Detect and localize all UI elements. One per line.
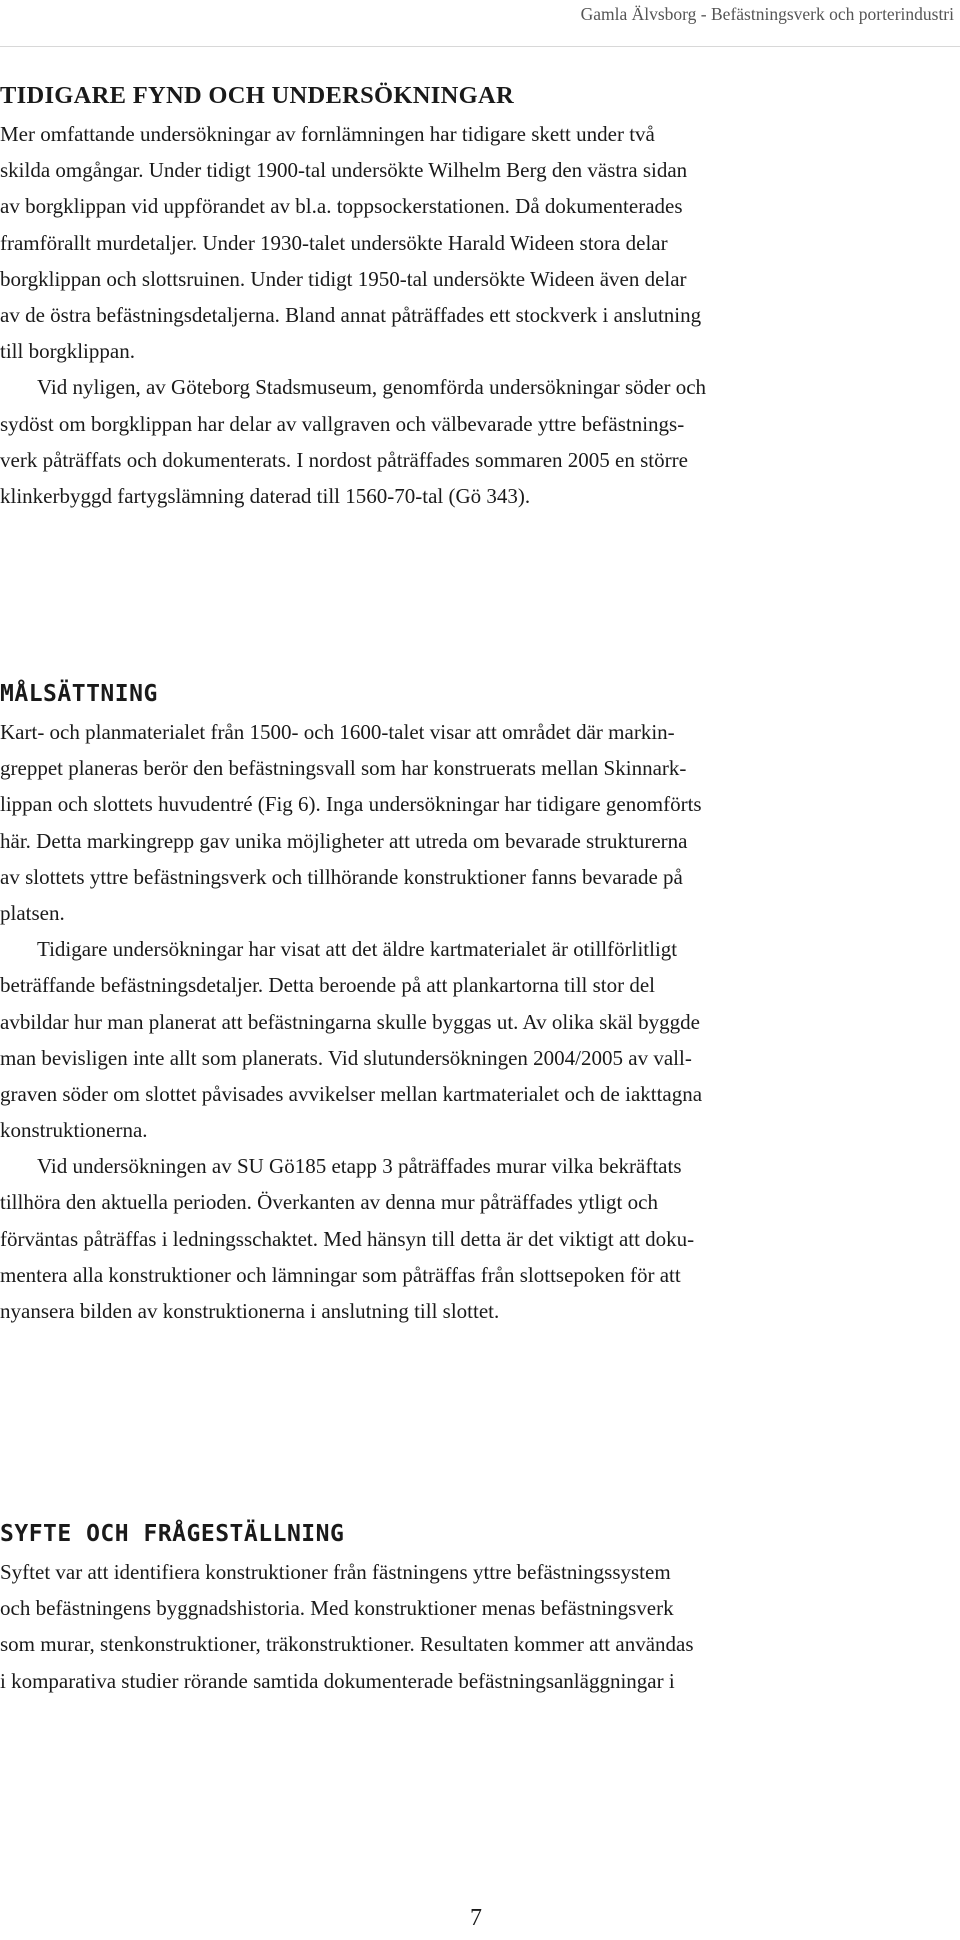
text-line: nyansera bilden av konstruktionerna i anslutning till slottet. [0, 1299, 500, 1323]
text-line: Tidigare undersökningar har visat att det äldre kartmaterialet är otillförlitligt [37, 937, 678, 962]
paragraph [0, 1148, 955, 1329]
section-heading: MÅLSÄTTNING [0, 681, 158, 707]
paragraph [0, 714, 955, 931]
text-line: förväntas påträffas i ledningsschaktet. Med hänsyn till detta är det viktigt att doku- [0, 1226, 695, 1251]
text-line: borgklippan och slottsruinen. Under tidigt 1950-tal undersökte Wideen även delar [0, 266, 687, 291]
paragraph [0, 369, 955, 514]
text-line: lippan och slottets huvudentré (Fig 6). Inga undersökningar har tidigare genomförts [0, 792, 702, 817]
section-heading: SYFTE OCH FRÅGESTÄLLNING [0, 1521, 345, 1547]
text-line: mentera alla konstruktioner och lämningar som påträffas från slottsepoken för att [0, 1262, 681, 1287]
text-line: av de östra befästningsdetaljerna. Bland annat påträffades ett stockverk i anslutning [0, 302, 702, 327]
text-line: till borgklippan. [0, 339, 135, 364]
running-header: Gamla Älvsborg - Befästningsverk och porterindustri [580, 4, 954, 24]
text-line: Vid undersökningen av SU Gö185 etapp 3 påträffades murar vilka bekräftats [37, 1154, 682, 1179]
header-divider [0, 46, 960, 47]
text-line: Vid nyligen, av Göteborg Stadsmuseum, genomförda undersökningar söder och [37, 375, 707, 400]
text-line: Kart- och planmaterialet från 1500- och 1600-talet visar att området där markin- [0, 720, 675, 744]
text-line: i komparativa studier rörande samtida dokumenterade befästningsanläggningar i [0, 1668, 675, 1693]
text-line: verk påträffats och dokumenterats. I nordost påträffades sommaren 2005 en större [0, 447, 688, 472]
text-line: klinkerbyggd fartygslämning daterad till 1560-70-tal (Gö 343). [0, 483, 531, 508]
text-line: av borgklippan vid uppförandet av bl.a. toppsockerstationen. Då dokumenterades [0, 194, 683, 219]
text-line: Mer omfattande undersökningar av fornlämningen har tidigare skett under två [0, 122, 655, 146]
text-line: graven söder om slottet påvisades avvikelser mellan kartmaterialet och de iakttagna [0, 1081, 703, 1106]
section-syfte [0, 1514, 955, 1699]
text-line: beträffande befästningsdetaljer. Detta beroende på att plankartorna till stor del [0, 973, 656, 998]
text-line: av slottets yttre befästningsverk och tillhörande konstruktioner fanns bevarade på [0, 864, 683, 889]
text-line: man bevisligen inte allt som planerats. Vid slutundersökningen 2004/2005 av vall- [0, 1045, 692, 1070]
text-line: som murar, stenkonstruktioner, träkonstruktioner. Resultaten kommer att användas [0, 1632, 694, 1657]
text-line: och befästningens byggnadshistoria. Med konstruktioner menas befästningsverk [0, 1596, 674, 1621]
text-line: avbildar hur man planerat att befästningarna skulle byggas ut. Av olika skäl byggde [0, 1009, 701, 1034]
section-malsattning [0, 674, 955, 1329]
paragraph [0, 116, 955, 369]
text-line: greppet planeras berör den befästningsvall som har konstruerats mellan Skinnark- [0, 756, 687, 781]
text-line: här. Detta markingrepp gav unika möjligheter att utreda om bevarade strukturerna [0, 828, 688, 853]
page-number: 7 [470, 1905, 482, 1931]
paragraph [0, 1554, 955, 1699]
section-tidigare-fynd [0, 76, 955, 514]
text-line: konstruktionerna. [0, 1118, 148, 1143]
text-line: sydöst om borgklippan har delar av vallgraven och välbevarade yttre befästnings- [0, 411, 685, 436]
paragraph [0, 931, 955, 1148]
section-heading: TIDIGARE FYND OCH UNDERSÖKNINGAR [0, 82, 514, 109]
text-line: Syftet var att identifiera konstruktioner från fästningens yttre befästningssystem [0, 1560, 671, 1584]
text-line: platsen. [0, 900, 65, 925]
text-line: framförallt murdetaljer. Under 1930-talet undersökte Harald Wideen stora delar [0, 230, 668, 255]
text-line: tillhöra den aktuella perioden. Överkanten av denna mur påträffades ytligt och [0, 1190, 658, 1215]
text-line: skilda omgångar. Under tidigt 1900-tal undersökte Wilhelm Berg den västra sidan [0, 158, 688, 183]
